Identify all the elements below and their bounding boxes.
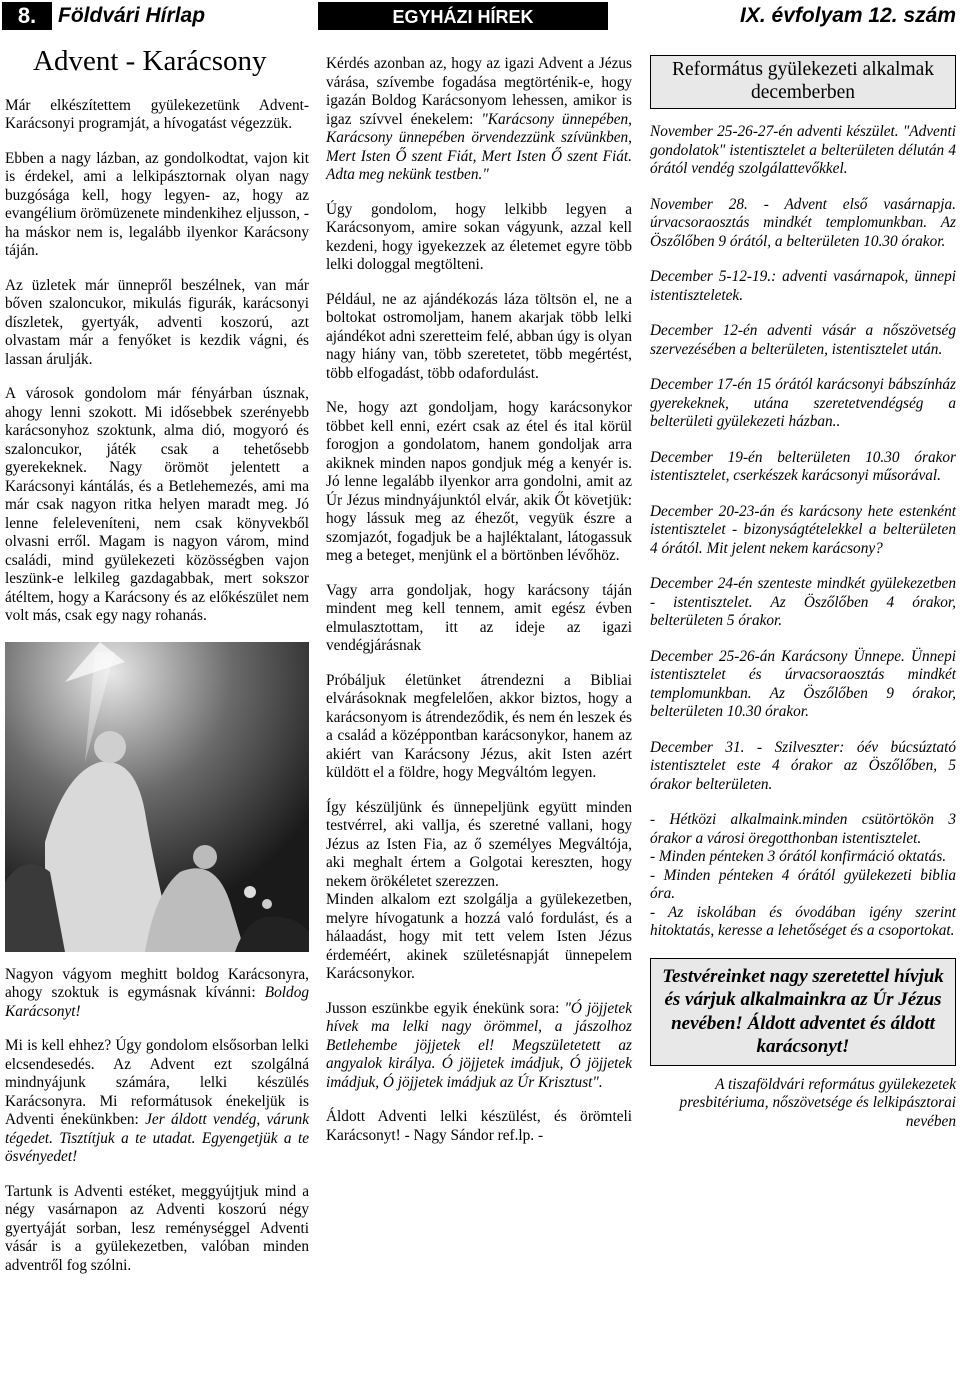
paper-name: Földvári Hírlap xyxy=(58,4,206,27)
text: Mi is kell ehhez? Úgy gondolom elsősorban lelki elcsendesedés. Az Advent ezt szolgálná mindnyájunk számára, lelki készülés Karácsonyra. Mi reformátusok énekeljük is Adventi énekünkben: xyxy=(5,1037,309,1128)
paragraph xyxy=(326,1000,632,1093)
schedule-list xyxy=(650,123,956,794)
hymn-quote: Jer áldott vendég, várunk tégedet. Tisztítjuk a te utadat. Egyengetjük a te ösvényedet! xyxy=(5,1111,309,1165)
page-number: 8. xyxy=(2,2,52,30)
weekly-events: - Hétközi alkalmaink.minden csütörtökön 3 órakor a városi öregotthonban istentisztelet. - Minden pénteken 3 órától konfirmáció oktatás. - Minden pénteken 4 órától gyülekezeti biblia óra. - Az iskolában és óvodában igény szerint hitoktatás, keresse a lehetőséget és a csoportokat. xyxy=(650,811,956,939)
schedule-item: December 5-12-19.: adventi vasárnapok, ünnepi istentiszteletek. xyxy=(650,268,956,304)
schedule-item: December 19-én belterületen 10.30 órakor istentisztelet, cserkészek karácsonyi műsorával. xyxy=(650,448,956,484)
paragraph: Vagy arra gondoljak, hogy karácsony táján mindent meg kell tennem, amit egész évben elmulasztottam, itt az ideje az igazi vendégjárásnak xyxy=(326,581,632,654)
paragraph: A városok gondolom már fényárban úsznak, ahogy lenni szokott. Mi idősebbek szerényebb karácsonyhoz szoktunk, alma dió, mogyoró és szaloncukor, játék csak a tehetősebb gyerekeknek. Nagy örömöt jelentett a Karácsonyi kántálás, és a Betlehemezés, ami ma már csak nagyon ritka helyen maradt meg. Jó lenne feleleveníteni, nem csak könyvekből olvasni erről. Magam is nagyon várom, mind családi, mind gyülekezeti közösségben vajon leszünk-e lelkileg gazdagabbak, mert sokszor átéltem, hogy a Karácsony és az előkészület nem volt más, csak egy nagy rohanás. xyxy=(5,385,309,624)
hymn-quote: "Ó jöjjetek hívek ma lelki nagy örömmel, a jászolhoz Betlehembe jöjjetek el! Megszületetett az angyalok királya. Ó jöjjetek imádjuk, Ó jöjjetek imádjuk, Ó jöjjetek imádjuk az Úr Krisztust". xyxy=(326,999,632,1091)
paragraph: Tartunk is Adventi estéket, meggyújtjuk mind a négy vasárnapon az Adventi koszorú négy gyertyáját sorban, lesz reménységgel Adventi vásár is a gyülekezetben, valóban minden adventről fog szólni. xyxy=(5,1182,309,1274)
schedule-item: December 25-26-án Karácsony Ünnepe. Ünnepi istentisztelet és úrvacsoraosztás mindkét templomunkban. Az Öszőlőben 9 órakor, belterületen 10.30 órakor. xyxy=(650,647,956,720)
paragraph: Például, ne az ajándékozás láza töltsön el, ne a boltokat ostromoljam, hanem akarjak több lelki ajándékot adni szeretteim felé, abban úgy is olyan nagy hiány van, több szeretetet, több megértést, több elfogadást, több odafordulást. xyxy=(326,290,632,382)
paragraph: Az üzletek már ünnepről beszélnek, van már bőven szaloncukor, mikulás figurák, karácsonyi díszletek, gyertyák, adventi koszorú, azt olvastam már a fenyőket is kezdik vágni, és lassan árulják. xyxy=(5,276,309,368)
column-left xyxy=(5,42,309,1291)
page-header xyxy=(0,0,960,32)
column-right xyxy=(650,55,956,1148)
schedule-item: December 20-23-án és karácsony hete estenként istentisztelet - bizonyságtételekkel a belterületen 4 órától. Mit jelent nekem karácsony? xyxy=(650,502,956,557)
paragraph xyxy=(326,55,632,185)
paragraph xyxy=(5,966,309,1022)
schedule-item: November 28. - Advent első vasárnapja. úrvacsoraosztás mindkét templomunkban. Az Öszőlőben 9 órától, a belterületen 10.30 órakor. xyxy=(650,195,956,250)
schedule-item: December 31. - Szilveszter: óév búcsúztató istentisztelet este 4 órakor az Öszőlőben, 5 órakor belterületen. xyxy=(650,738,956,793)
paragraph: Már elkészítettem gyülekezetünk Advent-Karácsonyi programját, a hívogatást végezzük. xyxy=(5,96,309,132)
schedule-item: December 24-én szenteste mindkét gyülekezetben - istentisztelet. Az Öszőlőben 4 órakor, belterületen 5 órakor. xyxy=(650,575,956,629)
paragraph: Próbáljuk életünket átrendezni a Bibliai elvárásoknak megfelelően, akkor biztos, hogy a karácsonyom is átrendeződik, és nem én leszek és a család a középpontban karácsonykor, hanem az akiért van Karácsony Jézus, akit Isten azért küldött el a földre, hogy Megváltóm legyen. xyxy=(326,671,632,781)
hymn-quote: "Karácsony ünnepében, Karácsony ünnepében örvendezzünk szívünkben, Mert Isten Ő szent Fiát, Mert Isten Ő szent Fiát. Adta meg nekünk testben." xyxy=(326,110,632,183)
magi-illustration xyxy=(5,642,309,952)
text: Kérdés azonban az, hogy az igazi Advent a Jézus várása, szívembe fogadása megtörténik-e, hogy igazán Boldog Karácsonyom lehessen, amikor is igaz szívvel énekelem: xyxy=(326,55,632,128)
paragraph xyxy=(5,1037,309,1167)
paragraph: Minden alkalom ezt szolgálja a gyülekezetben, melyre hívogatunk a hozzá való fordulást, és a hálaadást, hogy mit tett velem Isten Jézus érdeméért, akinek születésnapját ünnepelem Karácsonykor. xyxy=(326,891,632,982)
schedule-item: December 12-én adventi vásár a nőszövetség szervezésében a belterületen, istentisztelet után. xyxy=(650,322,956,358)
schedule-item: December 17-én 15 órától karácsonyi bábszínház gyerekeknek, utána szeretetvendégség a belterületi gyülekezeti házban.. xyxy=(650,376,956,430)
text: Nagyon vágyom meghitt boldog Karácsonyra, ahogy szoktuk is egymásnak kívánni: xyxy=(5,965,309,1001)
column-middle xyxy=(326,55,632,1161)
paragraph: Ne, hogy azt gondoljam, hogy karácsonykor többet kell enni, ezért csak az étel és ital körül forogjon a gondolatom, hanem gondoljak arra akiknek minden napos gondjuk még a kenyér is. Jó lenne legalább ilyenkor arra gondolni, amit az Úr Jézus mindnyájunktól elvár, akik Őt követjük: hogy lássuk meg az éhezőt, vegyük észre a szomjazót, fogadjuk be a hajléktalant, látogassuk meg a beteget, menjünk el a börtönben lévőhöz. xyxy=(326,399,632,564)
text: Jusson eszünkbe egyik énekünk sora: xyxy=(326,999,560,1017)
paragraph: Áldott Adventi lelki készülést, és örömteli Karácsonyt! - Nagy Sándor ref.lp. - xyxy=(326,1108,632,1144)
volume-info: IX. évfolyam 12. szám xyxy=(740,4,956,27)
paragraph: Ebben a nagy lázban, az gondolkodtat, vajon kit is érdekel, ami a lelkipásztornak olyan nagy buzgósága kell, hogy legyen- az, hogy az evangélium örömüzenete mindenkihez eljusson, - ha máskor nem is, legalább ilyenkor Karácsony táján. xyxy=(5,149,309,259)
schedule-item: November 25-26-27-én adventi készület. "Adventi gondolatok" istentisztelet a belterületen délután 4 órától vendég szolgálattevőkkel. xyxy=(650,123,956,177)
invitation-box: Testvéreinket nagy szeretettel hívjuk és várjuk alkalmainkra az Úr Jézus nevében! Áldott adventet és áldott karácsonyt! xyxy=(650,958,956,1066)
paragraph: Úgy gondolom, hogy lelkibb legyen a Karácsonyom, amire sokan vágyunk, azzal kell kezdeni, hogy igyekezzek az életemet egyre több lelki dologgal megtölteni. xyxy=(326,200,632,273)
emphasis: Boldog Karácsonyt! xyxy=(5,984,309,1020)
schedule-title: Református gyülekezeti alkalmak decemberben xyxy=(650,55,956,109)
paragraph: Így készüljünk és ünnepeljünk együtt minden testvérrel, aki vallja, és szeretné vallani, hogy Jézus az Isten Fia, az ő személyes Megváltója, aki meghalt értem a Golgotai kereszten, hogy nekem örökéletet szerezzen. xyxy=(326,798,632,890)
article-title: Advent - Karácsony xyxy=(33,45,267,77)
signature: A tiszaföldvári református gyülekezetek presbitériuma, nőszövetsége és lelkipásztorai nevében xyxy=(679,1075,956,1130)
section-title: EGYHÁZI HÍREK xyxy=(318,2,608,30)
